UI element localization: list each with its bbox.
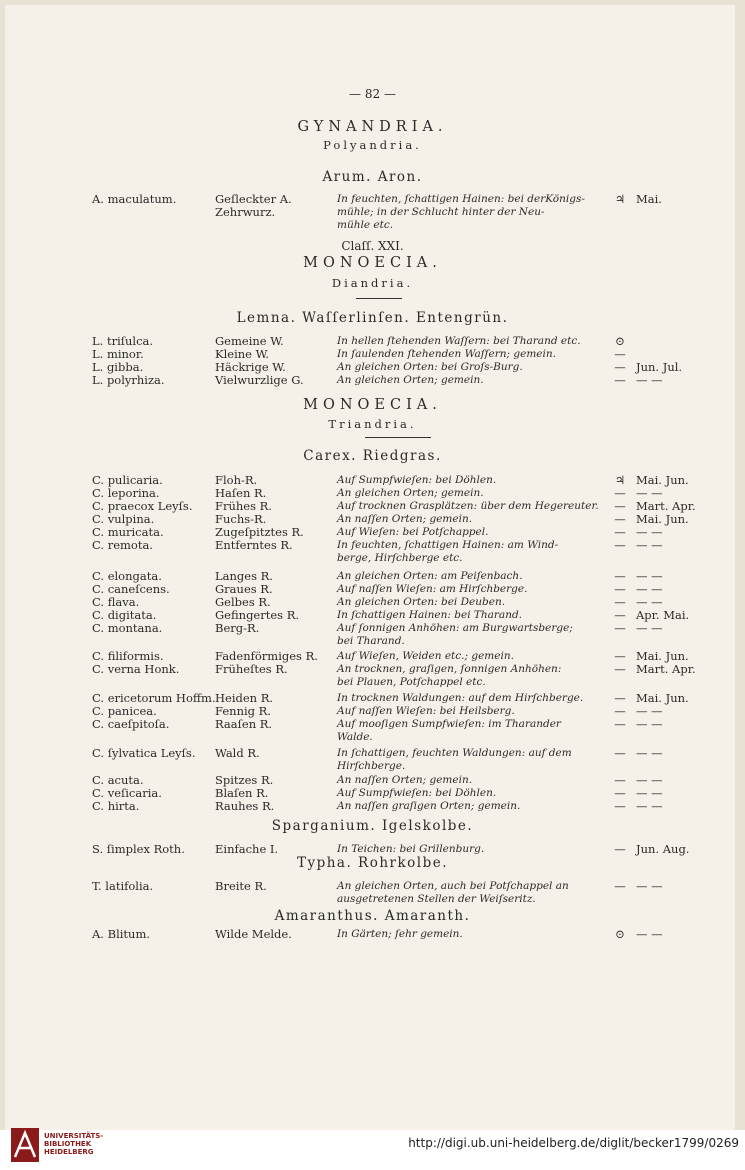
german-name: Heiden R. <box>215 691 274 705</box>
flowering-months: — — <box>636 786 663 800</box>
flowering-months: Mai. Jun. <box>636 691 689 705</box>
life-symbol: — <box>614 499 626 513</box>
habitat-text: In feuchten, ſchattigen Hainen: bei derKönigs- <box>337 193 585 205</box>
german-name: Spitzes R. <box>215 773 274 787</box>
order-diandria: Diandria. <box>331 276 414 290</box>
german-name: Gemeine W. <box>215 334 284 348</box>
genus-lemna: Lemna. Waſſerlinſen. Entengrün. <box>236 310 509 326</box>
flowering-months: Apr. Mai. <box>636 608 690 622</box>
section-rule-2 <box>365 437 431 438</box>
section-rule <box>356 298 402 299</box>
habitat-text: Auf ſonnigen Anhöhen: am Burgwartsberge; <box>337 622 573 634</box>
flowering-months: — — <box>636 373 663 387</box>
habitat-text: bei Plauen, Potſchappel etc. <box>337 676 486 688</box>
habitat-text: In hellen ſtehenden Waſſern: bei Tharand etc. <box>337 335 581 347</box>
german-name: Einfache I. <box>215 842 279 856</box>
flowering-months: Mart. Apr. <box>636 662 696 676</box>
flowering-months: — — <box>636 486 663 500</box>
species-name: L. gibba. <box>92 360 144 374</box>
species-name: C. leporina. <box>92 486 160 500</box>
class-title-monoecia-2: MONOECIA. <box>303 397 442 413</box>
life-symbol: — <box>614 691 626 705</box>
german-name: Breite R. <box>215 879 267 893</box>
species-name: C. acuta. <box>92 773 144 787</box>
species-name: C. veſicaria. <box>92 786 162 800</box>
habitat-text: An gleichen Orten: am Peiſenbach. <box>337 570 523 582</box>
species-name: C. muricata. <box>92 525 164 539</box>
german-name: Floh-R. <box>215 473 258 487</box>
flowering-months: — — <box>636 582 663 596</box>
life-symbol: — <box>614 347 626 361</box>
german-name: Graues R. <box>215 582 273 596</box>
life-symbol: ♃ <box>614 192 626 206</box>
german-name: Langes R. <box>215 569 273 583</box>
habitat-text: bei Tharand. <box>337 635 405 647</box>
life-symbol: — <box>614 360 626 374</box>
species-name: C. panicea. <box>92 704 157 718</box>
german-name: Fennig R. <box>215 704 271 718</box>
habitat-text: Auf Sumpfwieſen: bei Döhlen. <box>337 474 497 486</box>
habitat-text: An gleichen Orten; gemein. <box>337 374 484 386</box>
genus-amaranthus: Amaranthus. Amaranth. <box>274 908 471 924</box>
habitat-text: mühle etc. <box>337 219 394 231</box>
german-name: Wald R. <box>215 746 260 760</box>
life-symbol: — <box>614 569 626 583</box>
german-name: Gelbes R. <box>215 595 271 609</box>
page-number: — 82 — <box>349 87 396 101</box>
species-name: C. caeſpitoſa. <box>92 717 170 731</box>
life-symbol: — <box>614 746 626 760</box>
species-name: C. caneſcens. <box>92 582 170 596</box>
german-name: Kleine W. <box>215 347 270 361</box>
flowering-months: — — <box>636 773 663 787</box>
german-name: Gefingertes R. <box>215 608 300 622</box>
habitat-text: Auf Wieſen: bei Potſchappel. <box>337 526 489 538</box>
class-title-gynandria: GYNANDRIA. <box>297 119 448 135</box>
species-name: C. elongata. <box>92 569 162 583</box>
flowering-months: — — <box>636 927 663 941</box>
habitat-text: Auf mooſigen Sumpfwieſen: im Tharander <box>337 718 561 730</box>
species-name: C. digitata. <box>92 608 157 622</box>
habitat-text: berge, Hirſchberge etc. <box>337 552 463 564</box>
life-symbol: — <box>614 595 626 609</box>
flowering-months: — — <box>636 717 663 731</box>
life-symbol: — <box>614 773 626 787</box>
flowering-months: — — <box>636 621 663 635</box>
species-name: C. filiformis. <box>92 649 164 663</box>
german-name: Zehrwurz. <box>215 205 276 219</box>
flowering-months: — — <box>636 595 663 609</box>
german-name: Rauhes R. <box>215 799 275 813</box>
species-name: C. remota. <box>92 538 153 552</box>
life-symbol: — <box>614 582 626 596</box>
habitat-text: In trocknen Waldungen: auf dem Hirſchberge. <box>337 692 584 704</box>
german-name: Berg-R. <box>215 621 260 635</box>
flowering-months: Mai. <box>636 192 662 206</box>
german-name: Zugeſpitztes R. <box>215 525 304 539</box>
genus-arum: Arum. Aron. <box>322 169 423 185</box>
life-symbol: — <box>614 373 626 387</box>
habitat-text: An gleichen Orten; gemein. <box>337 487 484 499</box>
life-symbol: ⊙ <box>615 927 625 941</box>
flowering-months: — — <box>636 569 663 583</box>
german-name: Vielwurzlige G. <box>215 373 304 387</box>
german-name: Häckrige W. <box>215 360 286 374</box>
habitat-text: ausgetretenen Stellen der Weiſseritz. <box>337 893 536 905</box>
flowering-months: Mai. Jun. <box>636 473 689 487</box>
species-name: C. montana. <box>92 621 163 635</box>
flowering-months: Mai. Jun. <box>636 512 689 526</box>
life-symbol: — <box>614 662 626 676</box>
flowering-months: Mart. Apr. <box>636 499 696 513</box>
species-name: A. Blitum. <box>92 927 151 941</box>
german-name: Fuchs-R. <box>215 512 267 526</box>
life-symbol: — <box>614 538 626 552</box>
life-symbol: ⊙ <box>615 334 625 348</box>
german-name: Entferntes R. <box>215 538 293 552</box>
species-name: L. polyrhiza. <box>92 373 165 387</box>
flowering-months: — — <box>636 538 663 552</box>
species-name: C. vulpina. <box>92 512 155 526</box>
habitat-text: Auf naſſen Wieſen: bei Heilsberg. <box>337 705 515 717</box>
habitat-text: Auf naſſen Wieſen: am Hirſchberge. <box>337 583 528 595</box>
habitat-text: An trocknen, graſigen, ſonnigen Anhöhen: <box>337 663 562 675</box>
life-symbol: — <box>614 717 626 731</box>
life-symbol: — <box>614 842 626 856</box>
life-symbol: — <box>614 512 626 526</box>
habitat-text: In ſaulenden ſtehenden Waſſern; gemein. <box>337 348 556 360</box>
life-symbol: — <box>614 799 626 813</box>
species-name: L. triſulca. <box>92 334 154 348</box>
habitat-text: mühle; in der Schlucht hinter der Neu- <box>337 206 545 218</box>
habitat-text: Hirſchberge. <box>337 760 406 772</box>
german-name: Geſleckter A. <box>215 192 292 206</box>
german-name: Wilde Melde. <box>215 927 292 941</box>
genus-typha: Typha. Rohrkolbe. <box>296 855 449 871</box>
life-symbol: — <box>614 621 626 635</box>
german-name: Früheſtes R. <box>215 662 288 676</box>
life-symbol: — <box>614 525 626 539</box>
life-symbol: ♃ <box>614 473 626 487</box>
species-name: C. praecox Leyſs. <box>92 499 193 513</box>
habitat-text: An naſſen Orten; gemein. <box>337 513 473 525</box>
german-name: Blaſen R. <box>215 786 269 800</box>
order-polyandria: Polyandria. <box>323 138 422 152</box>
flowering-months: Mai. Jun. <box>636 649 689 663</box>
life-symbol: — <box>614 486 626 500</box>
species-name: C. flava. <box>92 595 140 609</box>
german-name: Frühes R. <box>215 499 272 513</box>
habitat-text: Auf trocknen Grasplätzen: über dem Hegereuter. <box>337 500 599 512</box>
habitat-text: An gleichen Orten: bei Groſs-Burg. <box>337 361 523 373</box>
life-symbol: — <box>614 704 626 718</box>
species-name: S. ſimplex Roth. <box>92 842 185 856</box>
class-label-xxi: Claſſ. XXI. <box>341 239 404 253</box>
flowering-months: — — <box>636 799 663 813</box>
life-symbol: — <box>614 649 626 663</box>
species-name: C. ſylvatica Leyſs. <box>92 746 196 760</box>
life-symbol: — <box>614 786 626 800</box>
species-name: C. pulicaria. <box>92 473 163 487</box>
habitat-text: An gleichen Orten: bei Deuben. <box>337 596 506 608</box>
flowering-months: — — <box>636 746 663 760</box>
habitat-text: An naſſen graſigen Orten; gemein. <box>337 800 521 812</box>
species-name: C. verna Honk. <box>92 662 180 676</box>
library-name: UNIVERSITÄTS- BIBLIOTHEK HEIDELBERG <box>44 1132 104 1156</box>
habitat-text: In Teichen: bei Grillenburg. <box>337 843 485 855</box>
genus-sparganium: Sparganium. Igelskolbe. <box>271 818 474 834</box>
german-name: Fadenförmiges R. <box>215 649 318 663</box>
flowering-months: Jun. Aug. <box>636 842 690 856</box>
habitat-text: Walde. <box>337 731 373 743</box>
habitat-text: An gleichen Orten, auch bei Potſchappel an <box>337 880 569 892</box>
species-name: L. minor. <box>92 347 144 361</box>
german-name: Haſen R. <box>215 486 267 500</box>
species-name: A. maculatum. <box>92 192 177 206</box>
habitat-text: Auf Sumpfwieſen: bei Döhlen. <box>337 787 497 799</box>
source-url-link[interactable]: http://digi.ub.uni-heidelberg.de/diglit/becker1799/0269 <box>408 1136 739 1150</box>
habitat-text: In ſchattigen Hainen: bei Tharand. <box>337 609 523 621</box>
genus-carex: Carex. Riedgras. <box>303 448 442 464</box>
library-seal-icon <box>10 1127 40 1163</box>
species-name: C. ericetorum Hoffm. <box>92 691 216 705</box>
flowering-months: — — <box>636 704 663 718</box>
flowering-months: Jun. Jul. <box>636 360 683 374</box>
habitat-text: An naſſen Orten; gemein. <box>337 774 473 786</box>
german-name: Raaſen R. <box>215 717 273 731</box>
species-name: T. latifolia. <box>92 879 154 893</box>
life-symbol: — <box>614 879 626 893</box>
flowering-months: — — <box>636 879 663 893</box>
species-name: C. hirta. <box>92 799 140 813</box>
life-symbol: — <box>614 608 626 622</box>
habitat-text: In ſchattigen, feuchten Waldungen: auf dem <box>337 747 572 759</box>
order-triandria: Triandria. <box>328 417 417 431</box>
habitat-text: In feuchten, ſchattigen Hainen: am Wind- <box>337 539 559 551</box>
flowering-months: — — <box>636 525 663 539</box>
habitat-text: In Gärten; ſehr gemein. <box>337 928 463 940</box>
class-title-monoecia: MONOECIA. <box>303 255 442 271</box>
habitat-text: Auf Wieſen, Weiden etc.; gemein. <box>337 650 514 662</box>
